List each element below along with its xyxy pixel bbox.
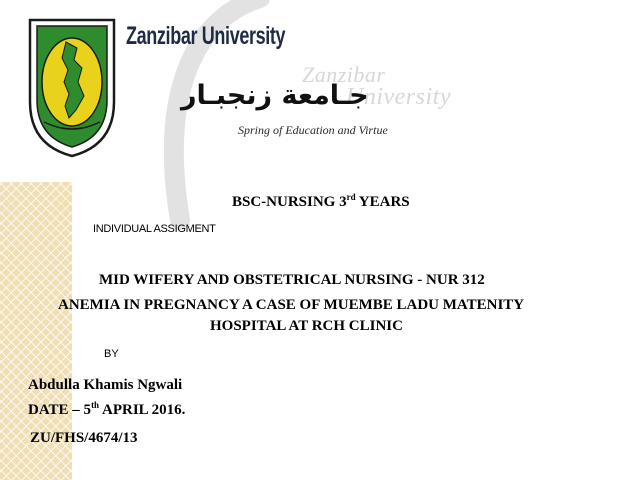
university-logo — [22, 10, 122, 160]
registration-number: ZU/FHS/4674/13 — [30, 430, 138, 446]
university-arabic-name: جـامعة زنجبـار — [181, 80, 369, 111]
by-label: BY — [104, 348, 119, 360]
date-line: DATE – 5th APRIL 2016. — [28, 400, 186, 418]
assignment-type: INDIVIDUAL ASSIGMENT — [93, 223, 216, 235]
subject-line: MID WIFERY AND OBSTETRICAL NURSING - NUR 312 — [99, 272, 485, 288]
course-title: BSC-NURSING 3rd YEARS — [232, 192, 410, 210]
topic-line-2: HOSPITAL AT RCH CLINIC — [210, 318, 403, 334]
watermark-text-1: Zanzibar — [302, 62, 386, 87]
author-name: Abdulla Khamis Ngwali — [28, 377, 183, 393]
topic-line-1: ANEMIA IN PREGNANCY A CASE OF MUEMBE LADU MATENITY — [58, 297, 525, 313]
watermark-text-2: University — [346, 84, 451, 110]
university-name: Zanzibar University — [126, 22, 286, 50]
university-motto: Spring of Education and Virtue — [238, 123, 388, 137]
